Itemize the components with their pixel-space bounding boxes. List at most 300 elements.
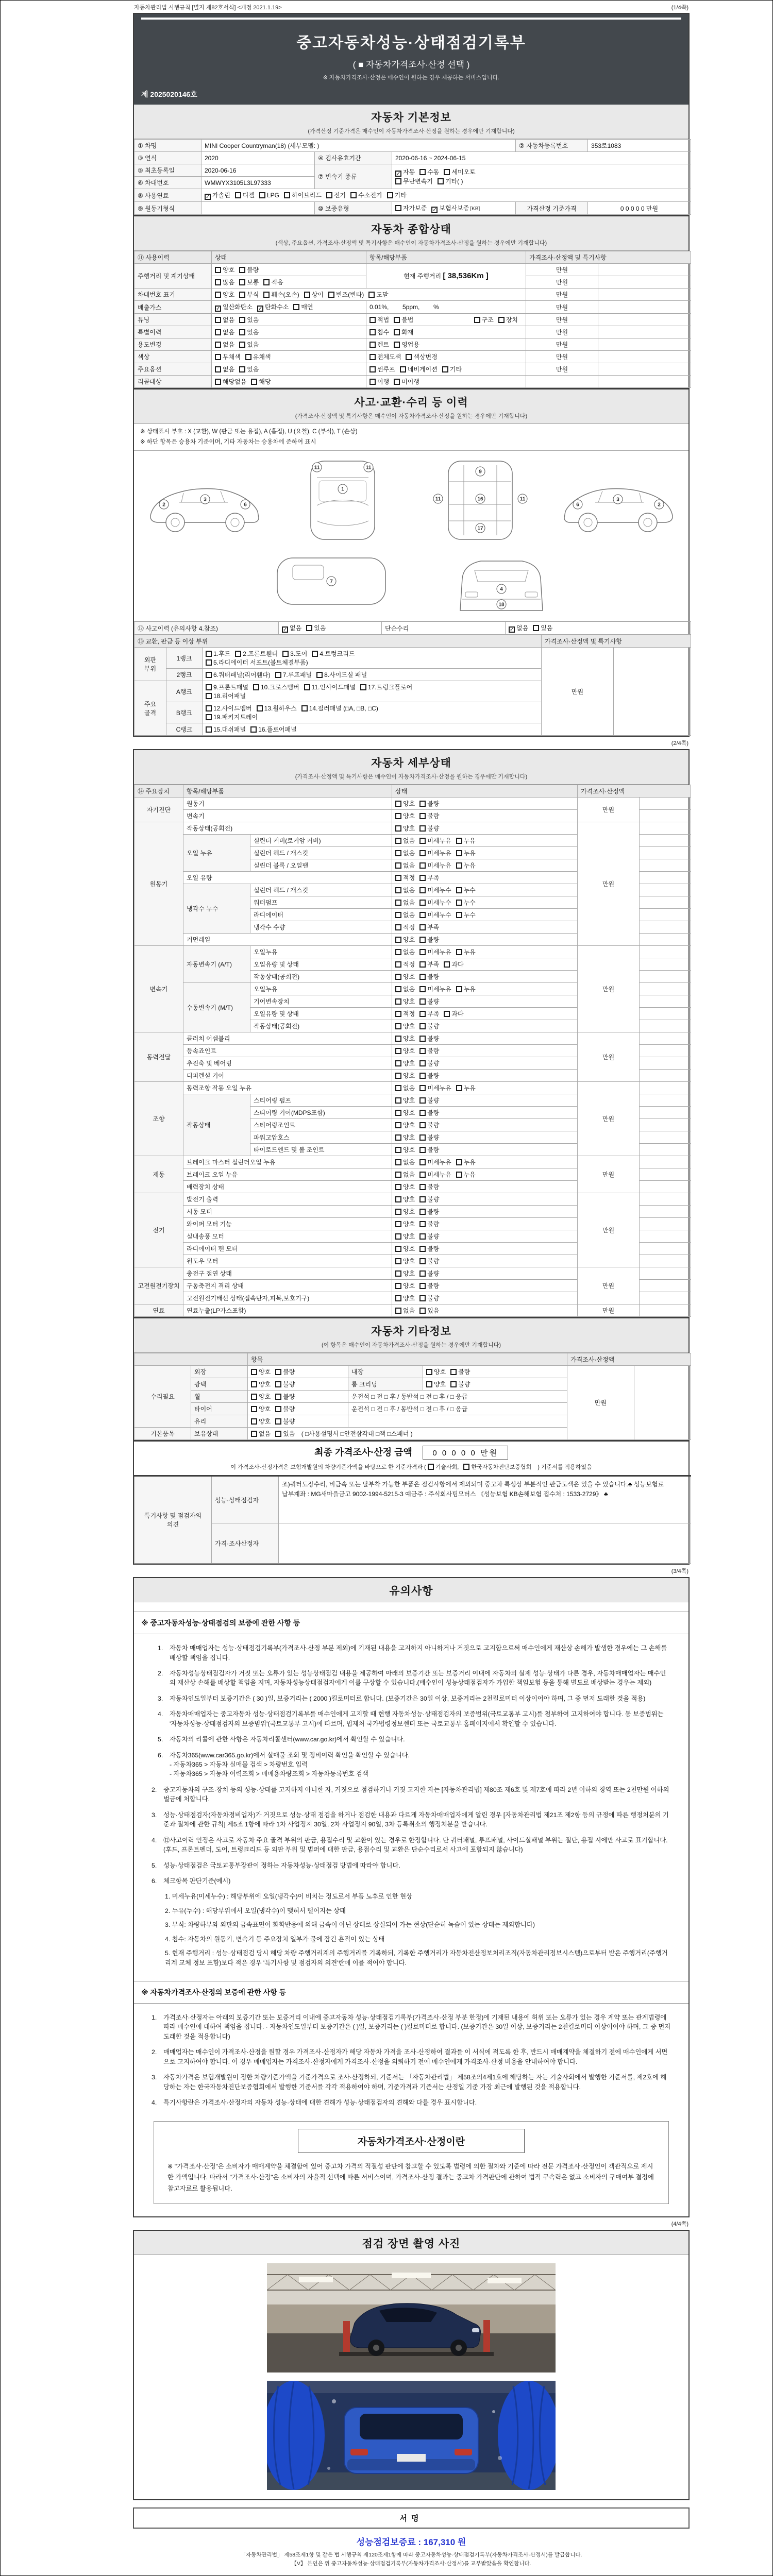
checkbox-icon[interactable] [275,1394,281,1400]
checkbox-option[interactable] [306,623,326,632]
checkbox-icon[interactable] [419,1134,426,1141]
checkbox-icon[interactable] [419,850,426,856]
checkbox-checked-icon[interactable]: ✓ [283,627,288,633]
checkbox-icon[interactable] [215,317,221,323]
checkbox-icon[interactable] [251,1431,257,1437]
checkbox-icon[interactable] [444,961,450,968]
checkbox-icon[interactable] [395,1283,401,1289]
checkbox-icon[interactable] [306,625,312,631]
checkbox-option[interactable] [419,1170,451,1179]
checkbox-option[interactable] [419,1244,439,1253]
checkbox-icon[interactable] [293,304,299,310]
checkbox-icon[interactable] [456,1085,462,1091]
checkbox-option[interactable] [419,836,451,845]
checkbox-option[interactable] [419,1294,439,1302]
checkbox-icon[interactable] [419,1172,426,1178]
signature-box[interactable] [133,2507,690,2529]
checkbox-icon[interactable] [419,1011,426,1017]
checkbox-option[interactable] [369,365,395,374]
checkbox-option[interactable] [206,713,258,721]
checkbox-icon[interactable] [419,1036,426,1042]
checkbox-option[interactable] [395,1207,415,1216]
checkbox-option[interactable] [419,1059,439,1067]
checkbox-option[interactable] [395,1034,415,1043]
checkbox-option[interactable] [450,1367,470,1376]
checkbox-option[interactable] [419,811,439,820]
checkbox-option[interactable] [456,910,476,919]
checkbox-option[interactable] [387,191,407,199]
checkbox-option[interactable] [419,1108,439,1117]
checkbox-option[interactable] [456,1158,476,1166]
checkbox-option[interactable] [419,1133,439,1142]
checkbox-icon[interactable] [456,949,462,955]
checkbox-checked-icon[interactable]: ✓ [432,207,437,213]
checkbox-icon[interactable] [400,366,406,372]
checkbox-option[interactable] [395,1133,415,1142]
checkbox-option[interactable] [206,683,248,691]
checkbox-icon[interactable] [395,1184,401,1190]
checkbox-icon[interactable] [263,279,270,285]
checkbox-option[interactable] [419,1269,439,1278]
checkbox-icon[interactable] [498,317,505,323]
checkbox-option[interactable] [293,302,313,311]
checkbox-option[interactable] [284,191,322,199]
checkbox-icon[interactable] [474,317,480,323]
checkbox-option[interactable] [312,649,355,658]
checkbox-icon[interactable] [395,1097,401,1104]
checkbox-icon[interactable] [419,900,426,906]
checkbox-option[interactable] [419,167,439,176]
checkbox-option[interactable] [419,985,451,993]
checkbox-icon[interactable] [239,366,245,372]
checkbox-option[interactable] [304,683,356,691]
checkbox-icon[interactable] [395,850,401,856]
checkbox-option[interactable] [304,290,324,299]
checkbox-icon[interactable] [438,178,444,184]
checkbox-icon[interactable] [419,912,426,918]
checkbox-option[interactable] [360,683,412,691]
checkbox-option[interactable] [463,1463,531,1471]
checkbox-checked-icon[interactable]: ✓ [510,627,514,633]
checkbox-option[interactable] [395,1158,415,1166]
checkbox-option[interactable] [206,658,308,667]
checkbox-icon[interactable] [419,998,426,1005]
checkbox-icon[interactable] [419,875,426,881]
checkbox-option[interactable] [419,1281,439,1290]
checkbox-icon[interactable] [235,192,241,198]
checkbox-option[interactable] [206,670,271,679]
checkbox-icon[interactable] [206,672,212,678]
checkbox-icon[interactable] [360,684,366,690]
checkbox-option[interactable] [395,1219,415,1228]
checkbox-icon[interactable] [419,937,426,943]
checkbox-option[interactable] [259,192,279,199]
checkbox-option[interactable] [215,302,253,312]
checkbox-icon[interactable] [251,1394,257,1400]
checkbox-option[interactable] [275,670,312,679]
checkbox-option[interactable] [419,1182,439,1191]
checkbox-option[interactable] [395,873,415,882]
checkbox-option[interactable] [395,1244,415,1253]
checkbox-option[interactable] [419,1121,439,1129]
checkbox-option[interactable] [251,1367,271,1376]
checkbox-icon[interactable] [395,1308,401,1314]
checkbox-icon[interactable] [419,1147,426,1153]
checkbox-option[interactable] [394,340,419,349]
checkbox-option[interactable] [419,824,439,833]
checkbox-icon[interactable] [275,1431,281,1437]
checkbox-option[interactable] [251,1429,271,1438]
checkbox-icon[interactable] [395,949,401,955]
checkbox-option[interactable] [395,997,415,1006]
checkbox-option[interactable] [419,861,451,870]
checkbox-icon[interactable] [419,1060,426,1066]
checkbox-option[interactable] [533,623,552,632]
checkbox-icon[interactable] [419,1085,426,1091]
checkbox-icon[interactable] [419,974,426,980]
checkbox-option[interactable] [419,1096,439,1105]
checkbox-option[interactable] [395,1071,415,1080]
checkbox-option[interactable] [395,1232,415,1241]
checkbox-icon[interactable] [395,1172,401,1178]
checkbox-option[interactable] [257,704,297,713]
checkbox-icon[interactable] [419,949,426,955]
checkbox-option[interactable] [419,935,439,944]
checkbox-option[interactable] [419,923,439,931]
checkbox-option[interactable] [205,191,230,200]
checkbox-option[interactable] [251,1404,271,1413]
checkbox-option[interactable] [239,278,259,286]
checkbox-option[interactable] [509,623,528,633]
checkbox-option[interactable] [395,898,415,907]
checkbox-option[interactable] [419,1306,439,1315]
checkbox-icon[interactable] [419,1023,426,1029]
checkbox-option[interactable] [395,849,415,857]
checkbox-icon[interactable] [395,1270,401,1277]
checkbox-option[interactable] [395,167,415,177]
checkbox-icon[interactable] [419,1283,426,1289]
checkbox-option[interactable] [419,960,439,969]
checkbox-icon[interactable] [395,1023,401,1029]
checkbox-option[interactable] [275,1380,295,1388]
checkbox-icon[interactable] [239,317,245,323]
checkbox-icon[interactable] [275,1381,281,1387]
checkbox-icon[interactable] [419,1295,426,1301]
checkbox-option[interactable] [257,302,289,312]
checkbox-checked-icon[interactable]: ✓ [216,306,221,312]
checkbox-option[interactable] [395,1195,415,1204]
checkbox-icon[interactable] [368,292,375,298]
checkbox-option[interactable] [369,328,389,336]
checkbox-icon[interactable] [206,693,212,699]
checkbox-option[interactable] [426,1367,446,1376]
checkbox-icon[interactable] [456,887,462,893]
checkbox-icon[interactable] [395,1258,401,1264]
checkbox-icon[interactable] [369,354,376,360]
checkbox-option[interactable] [419,898,451,907]
checkbox-icon[interactable] [419,1073,426,1079]
checkbox-option[interactable] [419,1257,439,1265]
checkbox-icon[interactable] [394,329,400,335]
checkbox-option[interactable] [419,947,451,956]
checkbox-option[interactable] [215,340,234,349]
checkbox-icon[interactable] [456,912,462,918]
checkbox-option[interactable] [350,191,382,199]
checkbox-option[interactable] [426,1380,446,1388]
checkbox-icon[interactable] [395,998,401,1005]
checkbox-icon[interactable] [442,366,448,372]
checkbox-option[interactable] [419,1232,439,1241]
checkbox-option[interactable] [395,1083,415,1092]
checkbox-option[interactable] [245,352,271,361]
checkbox-icon[interactable] [456,862,462,869]
checkbox-option[interactable] [456,1083,476,1092]
checkbox-icon[interactable] [395,1048,401,1054]
checkbox-icon[interactable] [369,342,376,348]
checkbox-option[interactable] [215,278,234,286]
checkbox-option[interactable] [206,704,252,713]
checkbox-icon[interactable] [369,379,376,385]
checkbox-icon[interactable] [263,292,270,298]
checkbox-option[interactable] [419,1207,439,1216]
checkbox-icon[interactable] [395,912,401,918]
checkbox-icon[interactable] [456,900,462,906]
checkbox-option[interactable] [431,204,480,213]
checkbox-option[interactable] [395,1269,415,1278]
checkbox-option[interactable] [395,1182,415,1191]
checkbox-option[interactable] [395,960,415,969]
checkbox-option[interactable] [275,1429,295,1438]
checkbox-option[interactable] [215,352,241,361]
checkbox-option[interactable] [215,315,234,324]
checkbox-icon[interactable] [395,1295,401,1301]
checkbox-icon[interactable] [304,292,310,298]
checkbox-icon[interactable] [419,1159,426,1165]
checkbox-icon[interactable] [275,672,281,678]
checkbox-option[interactable] [395,1121,415,1129]
checkbox-icon[interactable] [419,1110,426,1116]
checkbox-option[interactable] [239,328,259,336]
checkbox-option[interactable] [419,886,451,894]
checkbox-option[interactable] [456,898,476,907]
checkbox-option[interactable] [395,1059,415,1067]
checkbox-icon[interactable] [419,169,426,175]
checkbox-icon[interactable] [215,329,221,335]
checkbox-icon[interactable] [251,1406,257,1412]
checkbox-option[interactable] [456,947,476,956]
checkbox-icon[interactable] [395,875,401,881]
checkbox-option[interactable] [369,377,389,386]
checkbox-option[interactable] [215,365,234,374]
checkbox-icon[interactable] [395,838,401,844]
checkbox-option[interactable] [444,1009,463,1018]
checkbox-icon[interactable] [316,672,323,678]
checkbox-icon[interactable] [239,329,245,335]
checkbox-option[interactable] [419,972,439,981]
checkbox-option[interactable] [428,1463,459,1471]
checkbox-icon[interactable] [419,1270,426,1277]
checkbox-option[interactable] [239,290,259,299]
checkbox-option[interactable] [253,683,299,691]
checkbox-icon[interactable] [419,813,426,819]
checkbox-icon[interactable] [419,924,426,930]
checkbox-icon[interactable] [395,1233,401,1240]
checkbox-option[interactable] [251,1392,271,1401]
checkbox-icon[interactable] [419,862,426,869]
checkbox-icon[interactable] [206,714,212,720]
checkbox-option[interactable] [251,1417,271,1426]
checkbox-icon[interactable] [282,651,289,657]
checkbox-option[interactable] [419,873,439,882]
checkbox-icon[interactable] [239,342,245,348]
checkbox-icon[interactable] [239,279,245,285]
checkbox-icon[interactable] [250,726,257,733]
checkbox-icon[interactable] [395,862,401,869]
checkbox-icon[interactable] [395,986,401,992]
checkbox-icon[interactable] [369,317,376,323]
checkbox-icon[interactable] [239,267,245,273]
checkbox-icon[interactable] [215,354,221,360]
checkbox-option[interactable] [369,352,401,361]
checkbox-icon[interactable] [275,1406,281,1412]
checkbox-option[interactable] [419,1034,439,1043]
checkbox-option[interactable] [400,365,438,374]
checkbox-icon[interactable] [419,887,426,893]
checkbox-option[interactable] [419,1158,451,1166]
checkbox-option[interactable] [206,649,230,658]
checkbox-option[interactable] [282,649,307,658]
checkbox-icon[interactable] [395,1147,401,1153]
checkbox-option[interactable] [395,923,415,931]
checkbox-icon[interactable] [275,1369,281,1375]
checkbox-icon[interactable] [419,1246,426,1252]
checkbox-icon[interactable] [395,1085,401,1091]
checkbox-option[interactable] [395,861,415,870]
checkbox-icon[interactable] [387,192,393,198]
checkbox-icon[interactable] [312,651,318,657]
checkbox-icon[interactable] [444,1011,450,1017]
checkbox-icon[interactable] [426,1381,432,1387]
checkbox-option[interactable] [301,704,378,713]
checkbox-option[interactable] [235,649,278,658]
checkbox-icon[interactable] [369,329,376,335]
checkbox-icon[interactable] [206,651,212,657]
checkbox-icon[interactable] [395,1060,401,1066]
checkbox-icon[interactable] [395,974,401,980]
checkbox-icon[interactable] [395,1221,401,1227]
checkbox-icon[interactable] [215,379,221,385]
checkbox-option[interactable] [395,935,415,944]
checkbox-option[interactable] [275,1417,295,1426]
checkbox-icon[interactable] [328,292,334,298]
checkbox-icon[interactable] [419,1184,426,1190]
checkbox-icon[interactable] [245,354,251,360]
checkbox-option[interactable] [419,1145,439,1154]
checkbox-icon[interactable] [406,354,412,360]
checkbox-icon[interactable] [456,1159,462,1165]
checkbox-option[interactable] [206,725,246,734]
checkbox-option[interactable] [419,1083,451,1092]
checkbox-icon[interactable] [395,1134,401,1141]
checkbox-checked-icon[interactable]: ✓ [206,194,210,200]
checkbox-option[interactable] [275,1367,295,1376]
checkbox-option[interactable] [395,799,415,808]
checkbox-option[interactable] [394,328,413,336]
checkbox-option[interactable] [251,377,271,386]
checkbox-icon[interactable] [395,1159,401,1165]
checkbox-option[interactable] [395,1170,415,1179]
checkbox-option[interactable] [395,824,415,833]
checkbox-option[interactable] [444,960,463,969]
checkbox-icon[interactable] [419,1196,426,1202]
checkbox-icon[interactable] [394,379,400,385]
checkbox-icon[interactable] [395,205,401,211]
checkbox-option[interactable] [395,1096,415,1105]
checkbox-option[interactable] [275,1392,295,1401]
checkbox-icon[interactable] [395,813,401,819]
checkbox-icon[interactable] [394,317,400,323]
checkbox-option[interactable] [406,352,437,361]
checkbox-icon[interactable] [206,726,212,733]
checkbox-icon[interactable] [395,825,401,832]
checkbox-option[interactable] [442,365,462,374]
checkbox-icon[interactable] [419,1048,426,1054]
checkbox-option[interactable] [419,1009,439,1018]
checkbox-option[interactable] [456,861,476,870]
checkbox-icon[interactable] [206,684,212,690]
checkbox-option[interactable] [215,377,246,386]
checkbox-icon[interactable] [350,192,357,198]
checkbox-option[interactable] [275,1404,295,1413]
checkbox-option[interactable] [395,1281,415,1290]
checkbox-icon[interactable] [215,366,221,372]
checkbox-icon[interactable] [463,1464,469,1470]
checkbox-option[interactable] [419,910,451,919]
checkbox-option[interactable] [395,1306,415,1315]
checkbox-icon[interactable] [395,887,401,893]
checkbox-option[interactable] [369,340,389,349]
checkbox-option[interactable] [239,340,259,349]
checkbox-icon[interactable] [450,1369,457,1375]
checkbox-option[interactable] [456,985,476,993]
checkbox-icon[interactable] [395,900,401,906]
checkbox-option[interactable] [395,1145,415,1154]
checkbox-icon[interactable] [259,192,265,198]
checkbox-icon[interactable] [450,1381,457,1387]
checkbox-icon[interactable] [251,1369,257,1375]
checkbox-icon[interactable] [395,924,401,930]
checkbox-icon[interactable] [426,1369,432,1375]
checkbox-icon[interactable] [419,1221,426,1227]
checkbox-option[interactable] [419,997,439,1006]
checkbox-option[interactable] [395,811,415,820]
checkbox-icon[interactable] [428,1464,434,1470]
checkbox-icon[interactable] [456,1172,462,1178]
checkbox-icon[interactable] [395,1122,401,1128]
checkbox-icon[interactable] [239,292,245,298]
checkbox-option[interactable] [215,265,234,274]
checkbox-checked-icon[interactable]: ✓ [258,306,263,312]
checkbox-option[interactable] [419,799,439,808]
checkbox-icon[interactable] [395,1036,401,1042]
checkbox-icon[interactable] [533,625,539,631]
checkbox-option[interactable] [395,947,415,956]
checkbox-icon[interactable] [251,1381,257,1387]
checkbox-icon[interactable] [284,192,290,198]
checkbox-option[interactable] [444,167,475,176]
checkbox-icon[interactable] [304,684,310,690]
checkbox-icon[interactable] [395,1196,401,1202]
